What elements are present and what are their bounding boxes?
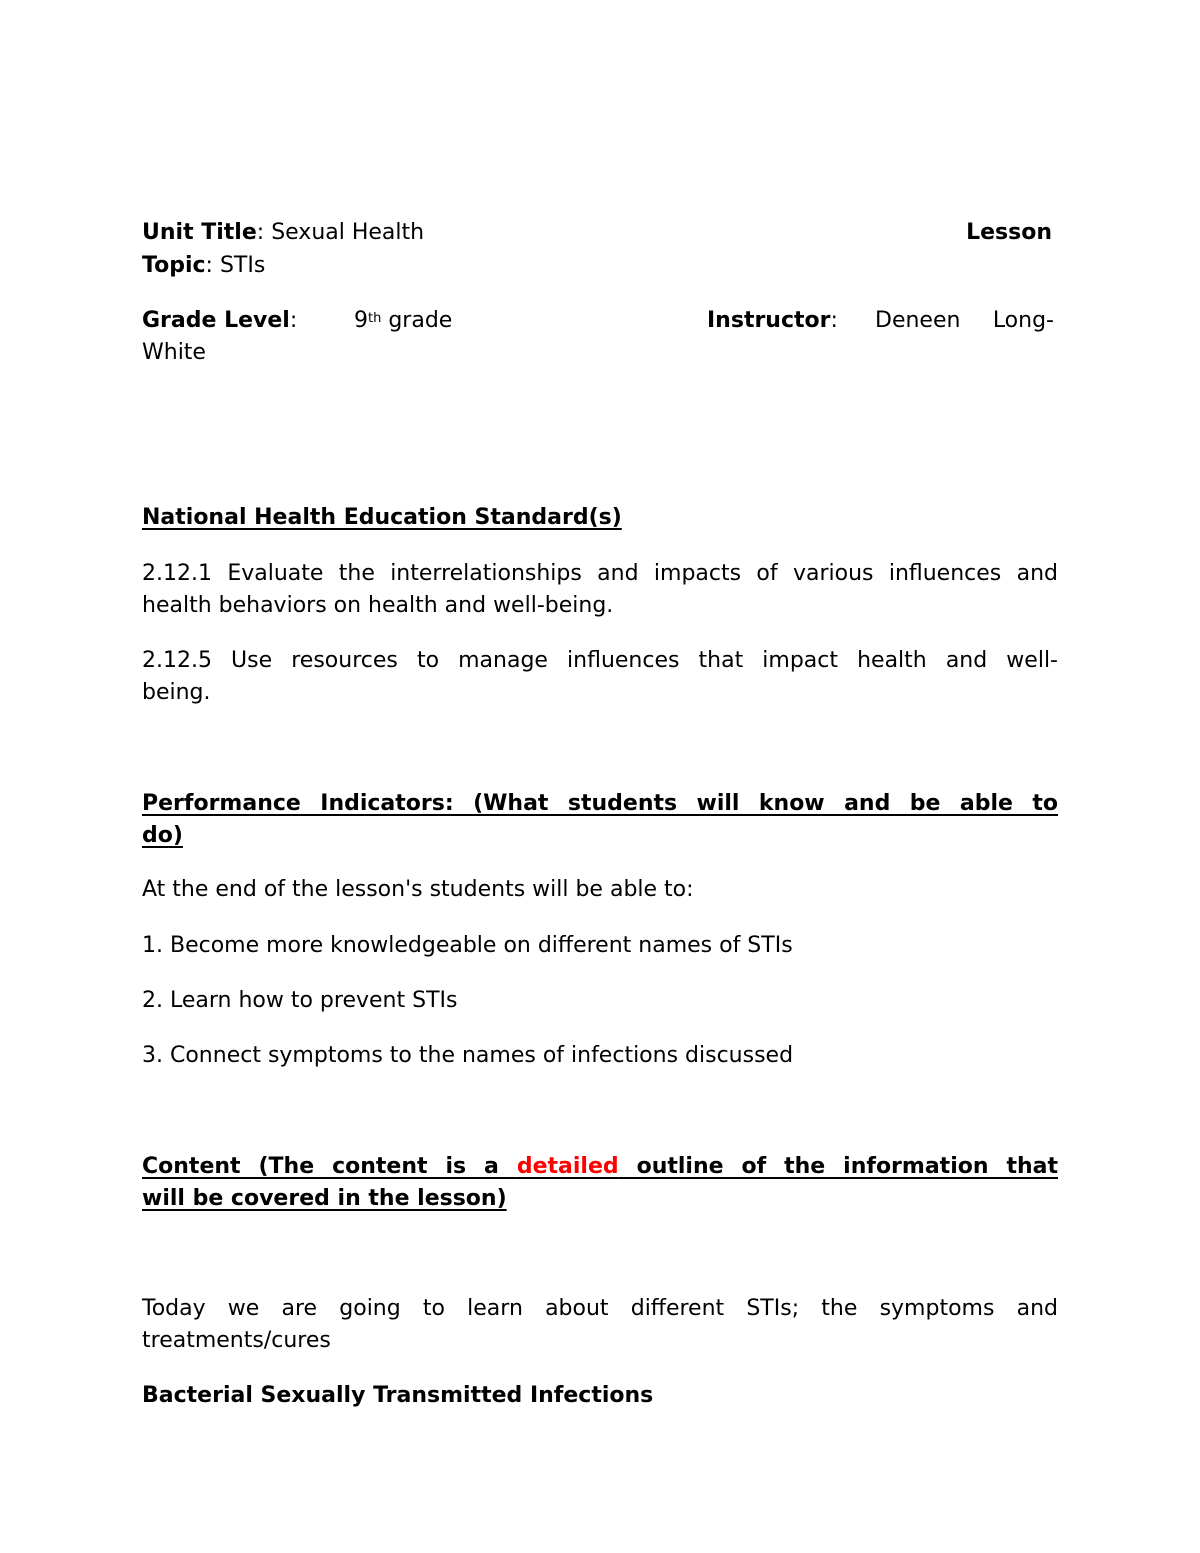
content-intro-line2: treatments/cures xyxy=(142,1328,331,1353)
instructor-last-name-part1: Long- xyxy=(992,308,1054,333)
instructor-first-name: Deneen xyxy=(875,308,961,333)
performance-item-3: 3. Connect symptoms to the names of infections discussed xyxy=(142,1043,794,1068)
lesson-label: Lesson xyxy=(966,220,1052,245)
lesson-topic-value: STIs xyxy=(219,253,266,278)
content-heading-line2: will be covered in the lesson) xyxy=(142,1186,507,1211)
content-heading-highlight: detailed xyxy=(516,1154,619,1179)
instructor-label: Instructor xyxy=(707,308,831,333)
grade-word: grade xyxy=(388,308,453,333)
unit-title-line: Unit Title: Sexual Health xyxy=(142,220,425,245)
standard-2-line1: 2.12.5 Use resources to manage influences that impact health and well- xyxy=(142,648,1058,673)
content-heading-after: outline of the information that xyxy=(618,1154,1059,1179)
content-heading-line1 xyxy=(142,1151,1058,1183)
content-heading-before: Content (The content is a xyxy=(142,1154,517,1179)
unit-title-value: Sexual Health xyxy=(271,220,425,245)
standards-heading: National Health Education Standard(s) xyxy=(142,505,622,530)
standard-1-line1: 2.12.1 Evaluate the interrelationships and impacts of various influences and xyxy=(142,561,1058,586)
performance-intro: At the end of the lesson's students will be able to: xyxy=(142,877,694,902)
content-intro-line1: Today we are going to learn about different STIs; the symptoms and xyxy=(142,1296,1058,1321)
standard-2-line2: being. xyxy=(142,680,211,705)
performance-item-2: 2. Learn how to prevent STIs xyxy=(142,988,458,1013)
performance-heading-line1: Performance Indicators: (What students will know and be able to xyxy=(142,791,1058,816)
grade-suffix: th xyxy=(368,311,382,326)
unit-title-label: Unit Title xyxy=(142,220,257,245)
grade-level-line: Grade Level: xyxy=(142,308,298,333)
lesson-topic-label: Topic xyxy=(142,253,206,278)
instructor-last-name-part2: White xyxy=(142,340,206,365)
grade-value xyxy=(354,305,452,337)
instructor-label-wrap: Instructor: xyxy=(707,308,838,333)
bacterial-sti-subheading: Bacterial Sexually Transmitted Infections xyxy=(142,1383,654,1408)
grade-number: 9 xyxy=(354,308,368,333)
performance-heading-line2: do) xyxy=(142,823,183,848)
lesson-topic-line: Topic: STIs xyxy=(142,253,266,278)
grade-level-label: Grade Level xyxy=(142,308,290,333)
standard-1-line2: health behaviors on health and well-being. xyxy=(142,593,614,618)
performance-item-1: 1. Become more knowledgeable on different names of STIs xyxy=(142,933,793,958)
